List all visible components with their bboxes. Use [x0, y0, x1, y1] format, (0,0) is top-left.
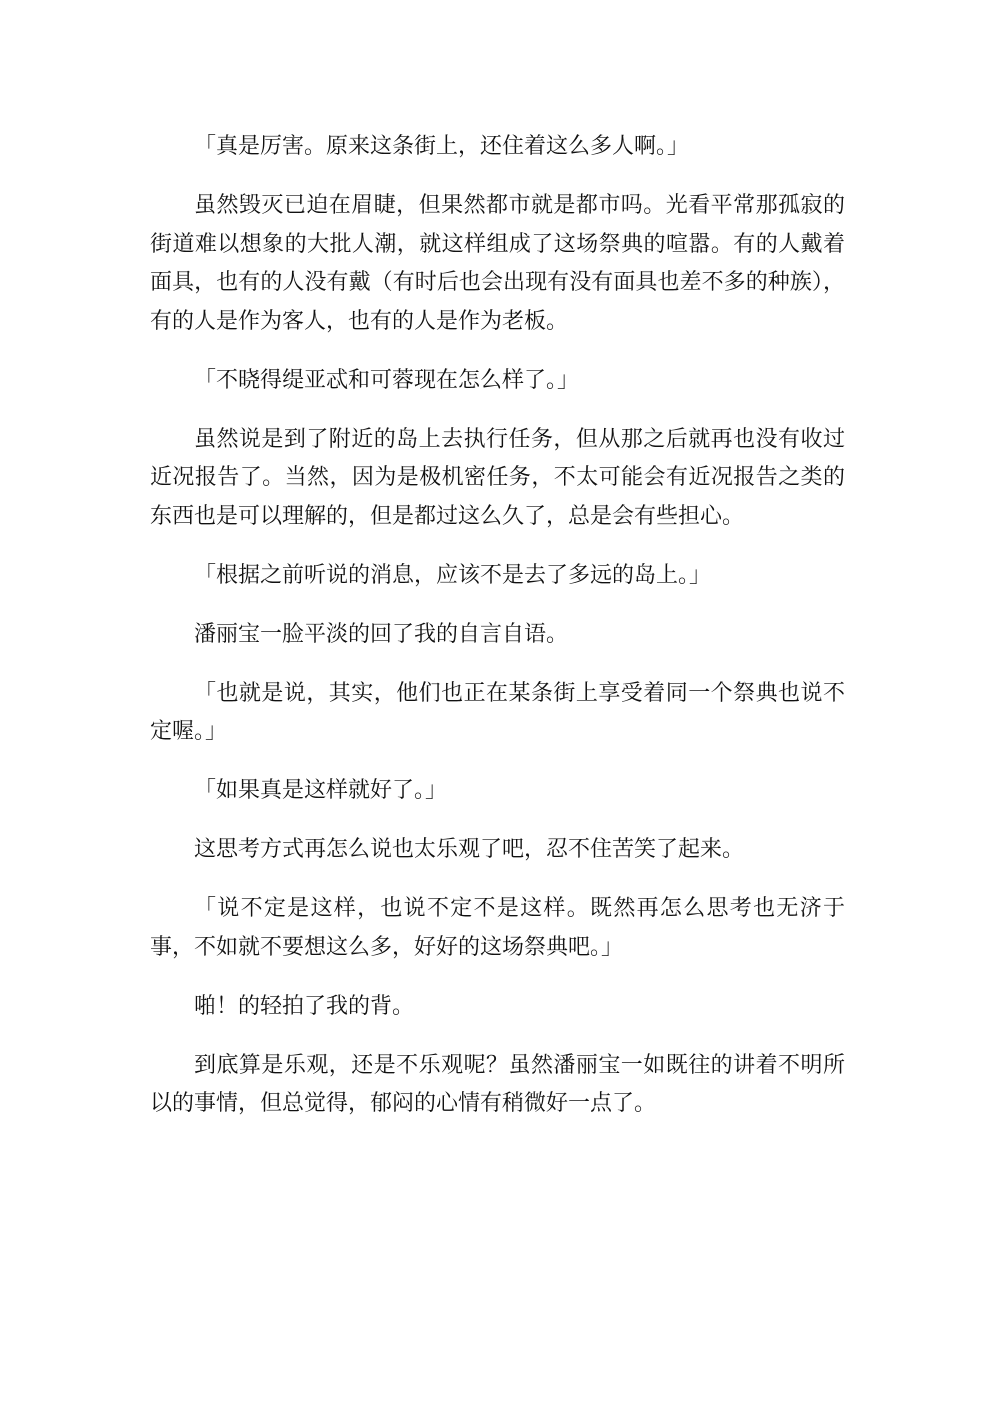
paragraph: 潘丽宝一脸平淡的回了我的自言自语。	[194, 621, 569, 647]
paragraph: 「不晓得缇亚忒和可蓉现在怎么样了。」	[194, 367, 580, 393]
paragraph: 「根据之前听说的消息，应该不是去了多远的岛上。」	[194, 562, 712, 588]
paragraph: 「真是厉害。原来这条街上，还住着这么多人啊。」	[194, 134, 690, 159]
paragraph: 这思考方式再怎么说也太乐观了吧，忍不住苦笑了起来。	[194, 837, 745, 862]
document-page	[150, 128, 845, 1144]
paragraph: 到底算是乐观，还是不乐观呢？虽然潘丽宝一如既往的讲着不明所以的事情，但总觉得，郁闷的心情有稍微好一点了。	[150, 1052, 845, 1116]
paragraph: 虽然说是到了附近的岛上去执行任务，但从那之后就再也没有收过近况报告了。当然，因为是极机密任务，不太可能会有近况报告之类的东西也是可以理解的，但是都过这么久了，总是会有些担心。	[150, 426, 845, 529]
paragraph: 啪！的轻拍了我的背。	[194, 993, 415, 1019]
paragraph: 虽然毁灭已迫在眉睫，但果然都市就是都市吗。光看平常那孤寂的街道难以想象的大批人潮，就这样组成了这场祭典的喧嚣。有的人戴着面具，也有的人没有戴（有时后也会出现有没有面具也差不多的种族），有的人是作为客人，也有的人是作为老板。	[150, 193, 845, 334]
paragraph: 「也就是说，其实，他们也正在某条街上享受着同一个祭典也说不定喔。」	[150, 680, 845, 744]
paragraph: 「说不定是这样，也说不定不是这样。既然再怎么思考也无济于事，不如就不要想这么多，好好的这场祭典吧。」	[150, 896, 845, 960]
paragraph: 「如果真是这样就好了。」	[194, 778, 448, 803]
